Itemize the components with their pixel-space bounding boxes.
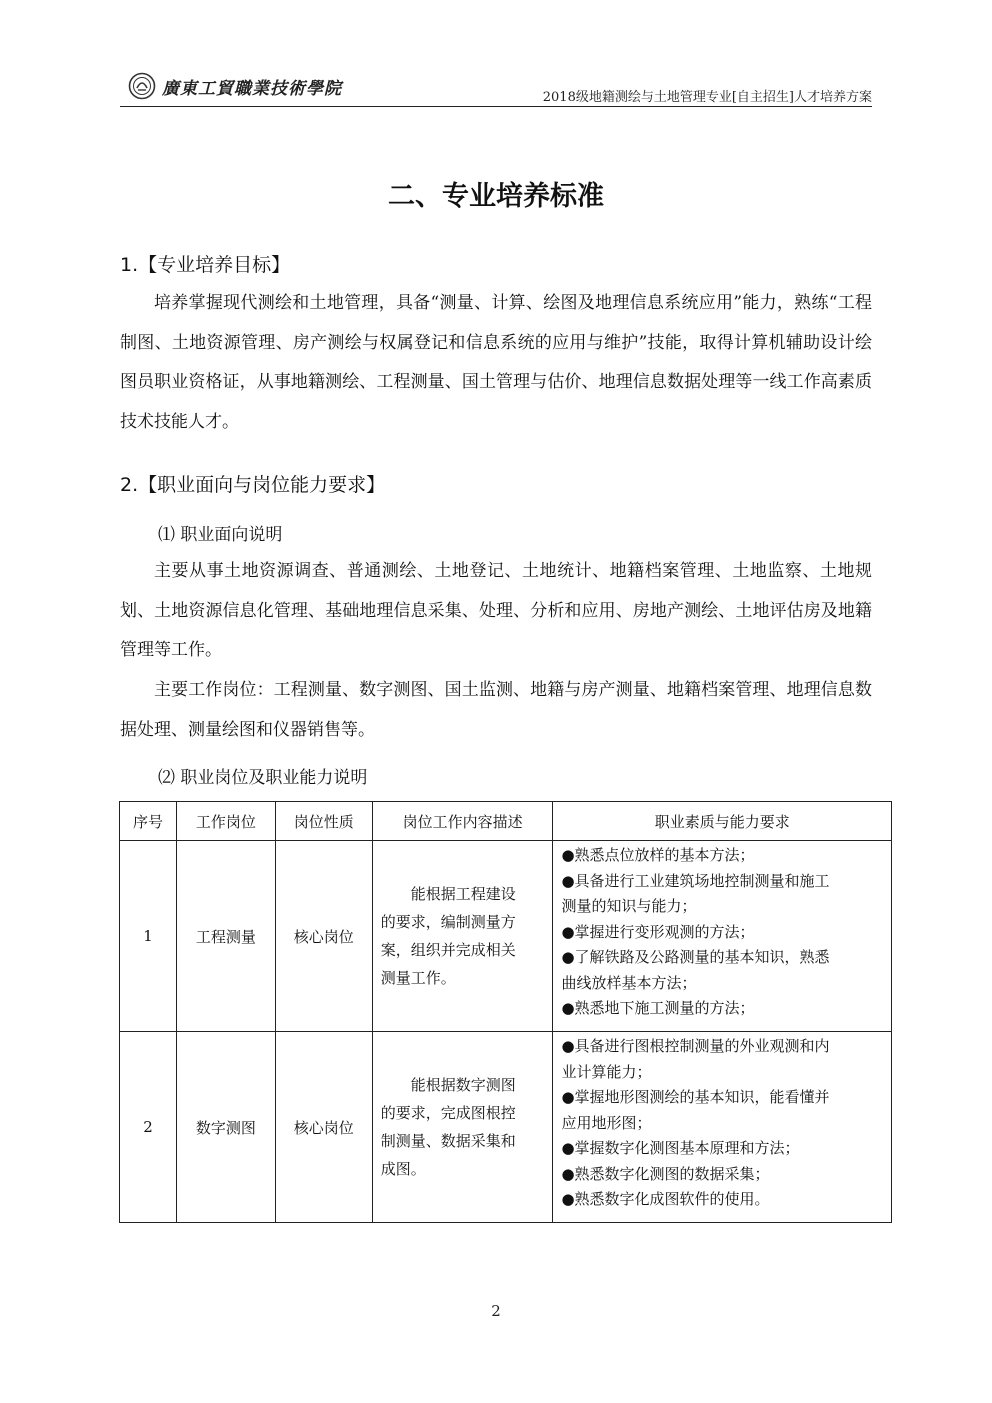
section1-heading: 1.【专业培养目标】 [120, 254, 291, 276]
table-row [120, 841, 892, 1032]
school-emblem-icon [128, 72, 156, 100]
page-header [120, 66, 872, 107]
post-nature: 核心岗位 [275, 841, 372, 1032]
positions-table [119, 801, 892, 1223]
school-name: 廣東工貿職業技術學院 [162, 79, 342, 99]
post-name: 工程测量 [176, 841, 275, 1032]
page-number: 2 [491, 1302, 501, 1320]
row-number: 2 [120, 1032, 177, 1223]
column-header: 工作岗位 [176, 802, 275, 841]
post-requirements: ●熟悉点位放样的基本方法； ●具备进行工业建筑场地控制测量和施工 测量的知识与能力； ●掌握进行变形观测的方法； ●了解铁路及公路测量的基本知识，熟悉 曲线放样基本方法； ●熟悉地下施工测量的方法； [553, 841, 892, 1032]
post-nature: 核心岗位 [275, 1032, 372, 1223]
subsection-positions-abilities: ⑵ 职业岗位及职业能力说明 [158, 768, 368, 788]
column-header: 岗位性质 [275, 802, 372, 841]
post-requirements: ●具备进行图根控制测量的外业观测和内 业计算能力； ●掌握地形图测绘的基本知识，能看懂并 应用地形图； ●掌握数字化测图基本原理和方法； ●熟悉数字化测图的数据采集； ●熟悉数字化成图软件的使用。 [553, 1032, 892, 1223]
post-description: 能根据工程建设 的要求，编制测量方 案，组织并完成相关 测量工作。 [372, 841, 553, 1032]
document-title: 2018级地籍测绘与土地管理专业[自主招生]人才培养方案 [542, 90, 872, 105]
section1-paragraph: 培养掌握现代测绘和土地管理，具备“测量、计算、绘图及地理信息系统应用”能力，熟练“工程制图、土地资源管理、房产测绘与权属登记和信息系统的应用与维护”技能，取得计算机辅助设计绘图员职业资格证，从事地籍测绘、工程测量、国土管理与估价、地理信息数据处理等一线工作高素质技术技能人才。 [120, 293, 872, 432]
post-description: 能根据数字测图 的要求，完成图根控 制测量、数据采集和 成图。 [372, 1032, 553, 1223]
column-header: 岗位工作内容描述 [372, 802, 553, 841]
career-orientation-paragraph: 主要从事土地资源调查、普通测绘、土地登记、土地统计、地籍档案管理、土地监察、土地规划、土地资源信息化管理、基础地理信息采集、处理、分析和应用、房地产测绘、土地评估房及地籍管理等工作。 [120, 561, 872, 660]
table-header-row [120, 802, 892, 841]
page-title: 二、专业培养标准 [388, 181, 604, 212]
subsection-career-orientation: ⑴ 职业面向说明 [158, 525, 283, 545]
section2-heading: 2.【职业面向与岗位能力要求】 [120, 474, 386, 496]
main-positions-paragraph: 主要工作岗位：工程测量、数字测图、国土监测、地籍与房产测量、地籍档案管理、地理信息数据处理、测量绘图和仪器销售等。 [120, 680, 872, 740]
table-row [120, 1032, 892, 1223]
post-name: 数字测图 [176, 1032, 275, 1223]
column-header: 职业素质与能力要求 [553, 802, 892, 841]
column-header: 序号 [120, 802, 177, 841]
row-number: 1 [120, 841, 177, 1032]
